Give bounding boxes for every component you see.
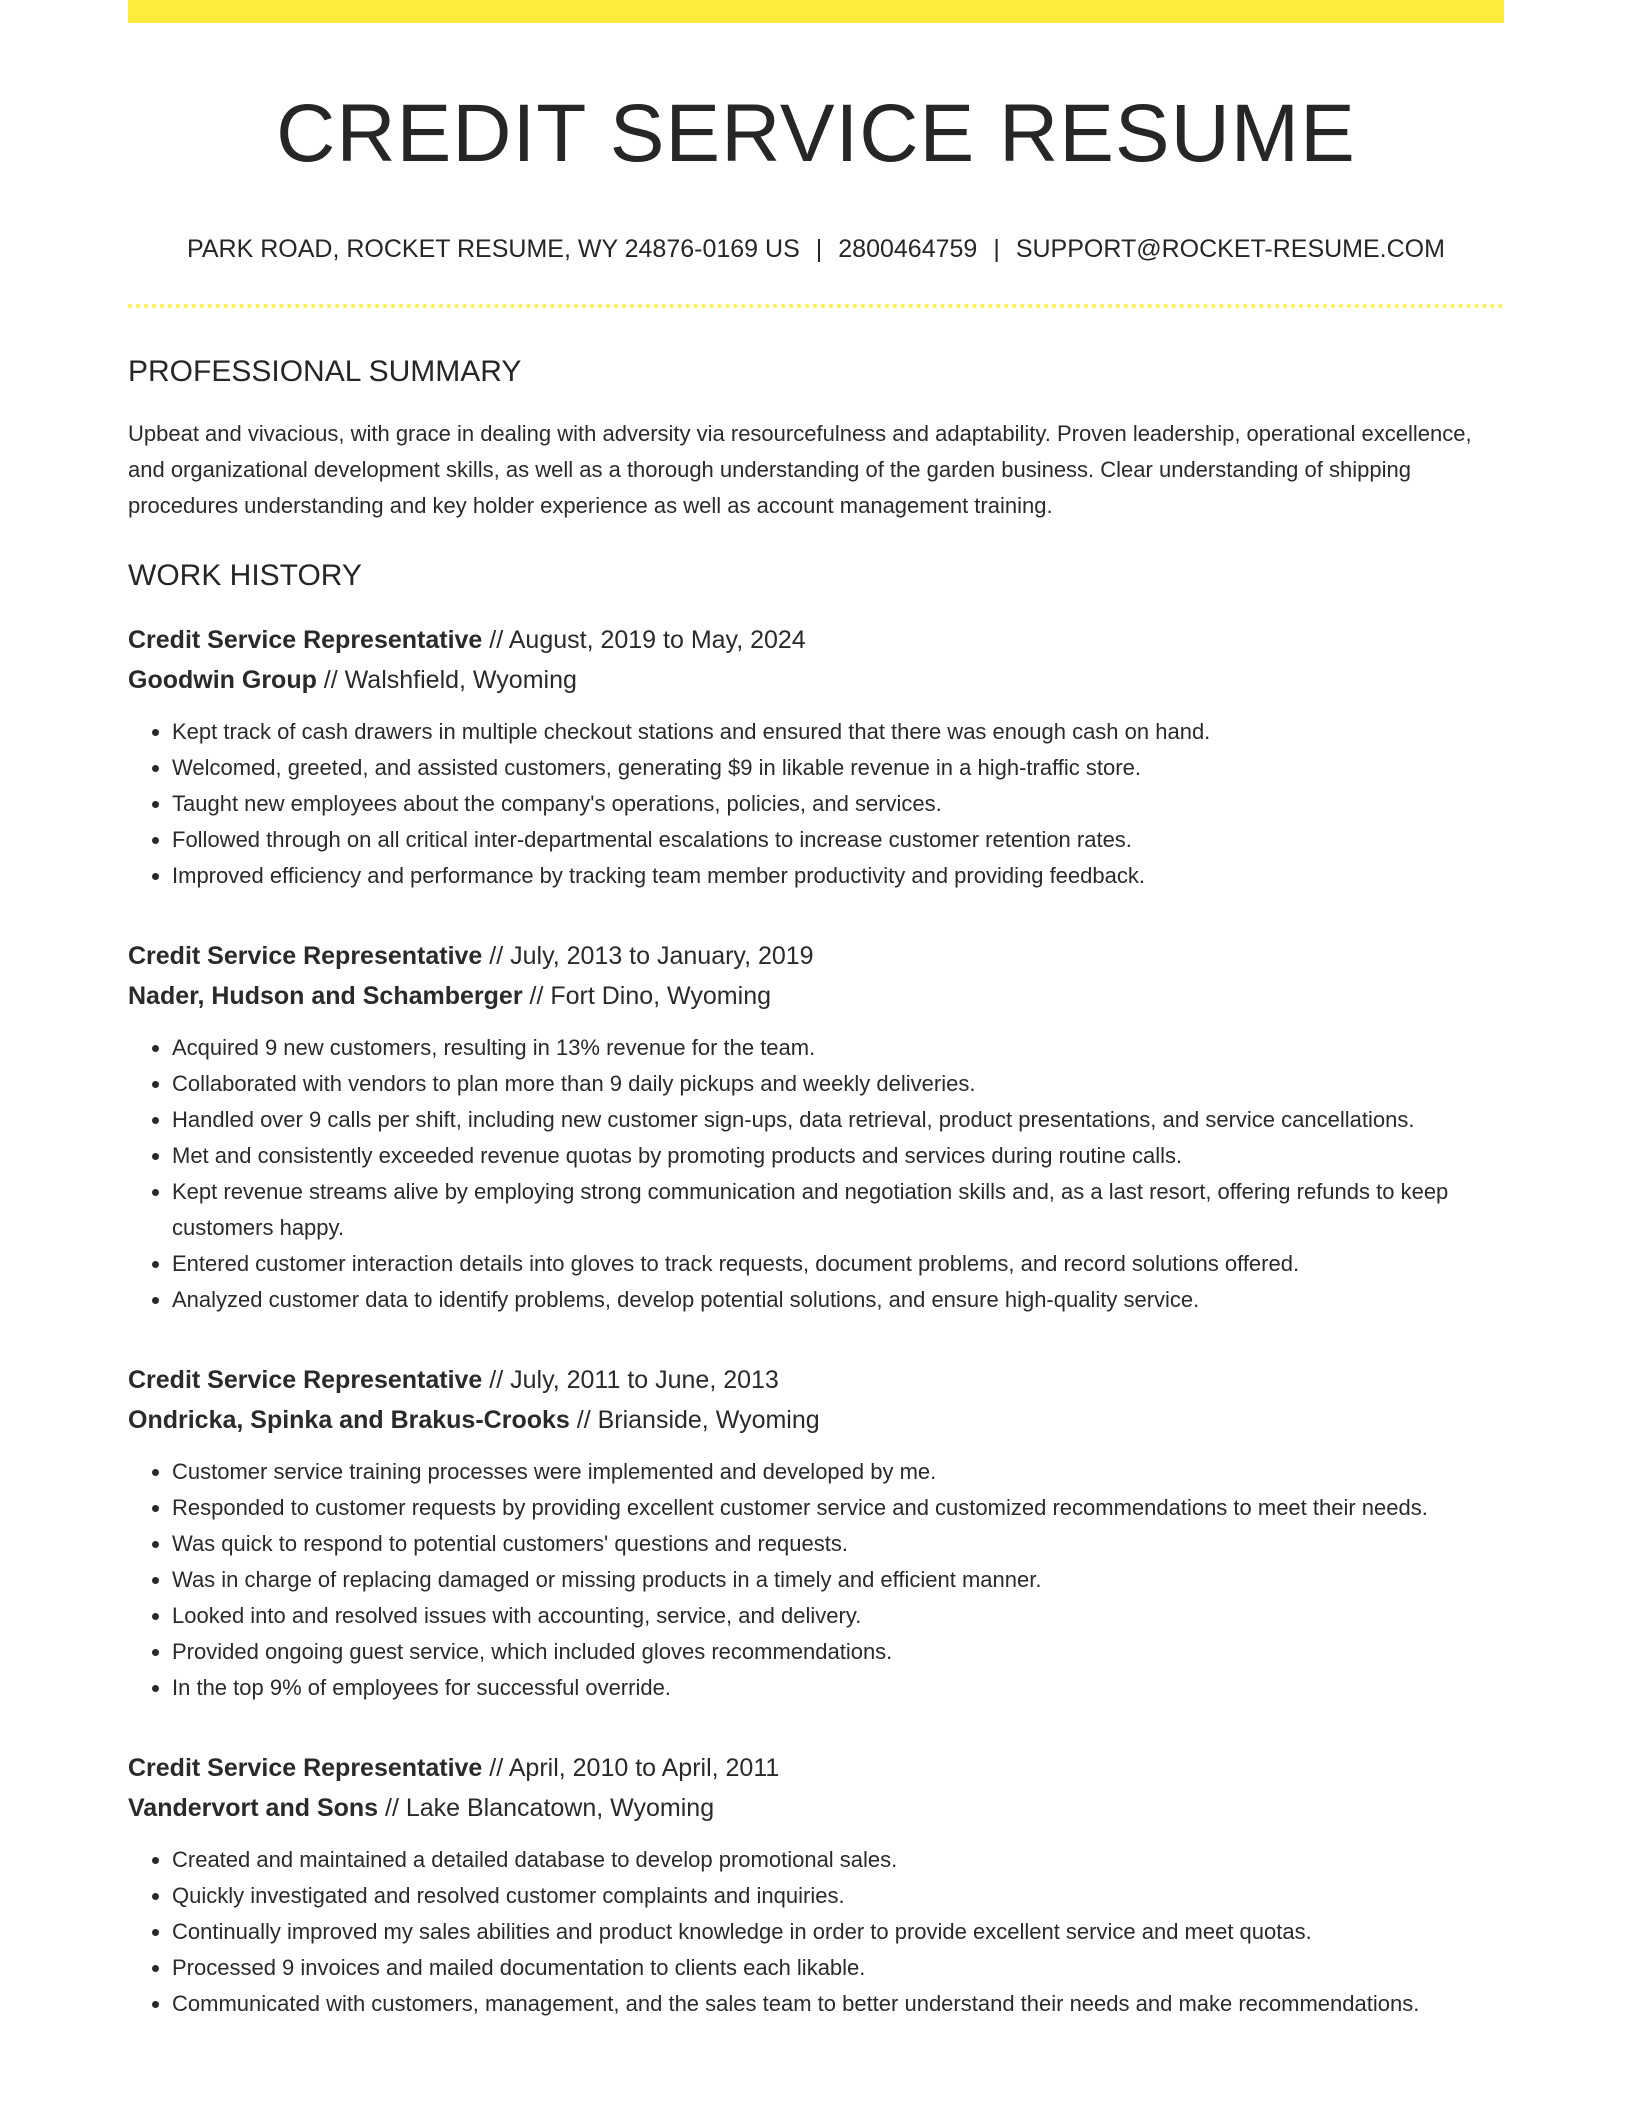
summary-text: Upbeat and vivacious, with grace in dealing with adversity via resourcefulness and adaptability. Proven leadership, operational excellence, and organizational development skills, as well as a thorough understanding of the garden business. Clear understanding of shipping procedures understanding and key holder experience as well as account management training.	[128, 421, 1472, 518]
header-divider	[128, 304, 1504, 308]
job-title: Credit Service Representative	[128, 1366, 483, 1394]
job-bullet: • Kept track of cash drawers in multiple checkout stations and ensured that there was enough cash on hand.	[172, 714, 1504, 750]
job-company: Goodwin Group	[128, 666, 317, 694]
job-company-line	[128, 976, 1504, 1016]
job-bullet: • Was in charge of replacing damaged or missing products in a timely and efficient manner.	[172, 1562, 1504, 1598]
job-dates: // August, 2019 to May, 2024	[482, 626, 806, 654]
contact-phone: 2800464759	[838, 235, 978, 263]
job-bullets	[128, 1454, 1504, 1706]
job-location: // Fort Dino, Wyoming	[522, 982, 771, 1010]
job-bullet: • In the top 9% of employees for successful override.	[172, 1670, 1504, 1706]
job-bullet: • Was quick to respond to potential customers' questions and requests.	[172, 1526, 1504, 1562]
resume-title: CREDIT SERVICE RESUME	[276, 88, 1356, 179]
job-entry	[128, 620, 1504, 894]
job-company-line	[128, 1400, 1504, 1440]
job-location: // Lake Blancatown, Wyoming	[378, 1794, 715, 1822]
contact-separator: |	[993, 235, 1000, 263]
job-bullets	[128, 1842, 1504, 2022]
job-title-line	[128, 1748, 1504, 1788]
job-company: Vandervort and Sons	[128, 1794, 379, 1822]
job-location: // Walshfield, Wyoming	[316, 666, 577, 694]
job-entry	[128, 1360, 1504, 1706]
job-company: Nader, Hudson and Schamberger	[128, 982, 523, 1010]
job-location: // Brianside, Wyoming	[569, 1406, 820, 1434]
job-company-line	[128, 1788, 1504, 1828]
job-title-line	[128, 936, 1504, 976]
job-company-line	[128, 660, 1504, 700]
contact-separator: |	[815, 235, 823, 263]
job-bullet: • Collaborated with vendors to plan more than 9 daily pickups and weekly deliveries.	[172, 1066, 1504, 1102]
job-bullet: • Created and maintained a detailed database to develop promotional sales.	[172, 1842, 1504, 1878]
job-dates: // April, 2010 to April, 2011	[482, 1754, 780, 1782]
job-bullet: • Taught new employees about the company's operations, policies, and services.	[172, 786, 1504, 822]
job-title-line	[128, 620, 1504, 660]
job-bullet: • Customer service training processes were implemented and developed by me.	[172, 1454, 1504, 1490]
job-bullet: • Welcomed, greeted, and assisted customers, generating $9 in likable revenue in a high-traffic store.	[172, 750, 1504, 786]
resume-page	[128, 23, 1504, 2022]
job-bullet: • Provided ongoing guest service, which included gloves recommendations.	[172, 1634, 1504, 1670]
job-bullet: • Quickly investigated and resolved customer complaints and inquiries.	[172, 1878, 1504, 1914]
job-bullet: • Improved efficiency and performance by tracking team member productivity and providing feedback.	[172, 858, 1504, 894]
job-bullet: • Followed through on all critical inter-departmental escalations to increase customer retention rates.	[172, 822, 1504, 858]
job-title-line	[128, 1360, 1504, 1400]
job-bullet: • Communicated with customers, management, and the sales team to better understand their needs and make recommendations.	[172, 1986, 1504, 2022]
contact-address: PARK ROAD, ROCKET RESUME, WY 24876-0169 US	[187, 235, 800, 263]
job-bullet: • Kept revenue streams alive by employing strong communication and negotiation skills and, as a last resort, offering refunds to keep customers happy.	[172, 1174, 1504, 1246]
job-bullet: • Continually improved my sales abilities and product knowledge in order to provide excellent service and meet quotas.	[172, 1914, 1504, 1950]
job-dates: // July, 2013 to January, 2019	[482, 942, 814, 970]
job-bullet: • Looked into and resolved issues with accounting, service, and delivery.	[172, 1598, 1504, 1634]
job-bullet: • Handled over 9 calls per shift, including new customer sign-ups, data retrieval, product presentations, and service cancellations.	[172, 1102, 1504, 1138]
job-bullet: • Met and consistently exceeded revenue quotas by promoting products and services during routine calls.	[172, 1138, 1504, 1174]
job-company: Ondricka, Spinka and Brakus-Crooks	[128, 1406, 570, 1434]
job-bullets	[128, 714, 1504, 894]
contact-line	[128, 234, 1504, 264]
accent-bar	[128, 0, 1504, 23]
job-dates: // July, 2011 to June, 2013	[482, 1366, 779, 1394]
job-title: Credit Service Representative	[128, 1754, 483, 1782]
job-bullet: • Processed 9 invoices and mailed documentation to clients each likable.	[172, 1950, 1504, 1986]
contact-email: SUPPORT@ROCKET-RESUME.COM	[1015, 235, 1445, 263]
job-bullet: • Responded to customer requests by providing excellent customer service and customized recommendations to meet their needs.	[172, 1490, 1504, 1526]
job-title: Credit Service Representative	[128, 942, 483, 970]
job-entry	[128, 936, 1504, 1318]
job-bullet: • Entered customer interaction details into gloves to track requests, document problems, and record solutions offered.	[172, 1246, 1504, 1282]
job-bullet: • Acquired 9 new customers, resulting in 13% revenue for the team.	[172, 1030, 1504, 1066]
work-history-heading: WORK HISTORY	[128, 559, 362, 592]
summary-heading: PROFESSIONAL SUMMARY	[128, 355, 522, 388]
job-entry	[128, 1748, 1504, 2022]
job-bullet: • Analyzed customer data to identify problems, develop potential solutions, and ensure high-quality service.	[172, 1282, 1504, 1318]
job-bullets	[128, 1030, 1504, 1318]
job-title: Credit Service Representative	[128, 626, 483, 654]
